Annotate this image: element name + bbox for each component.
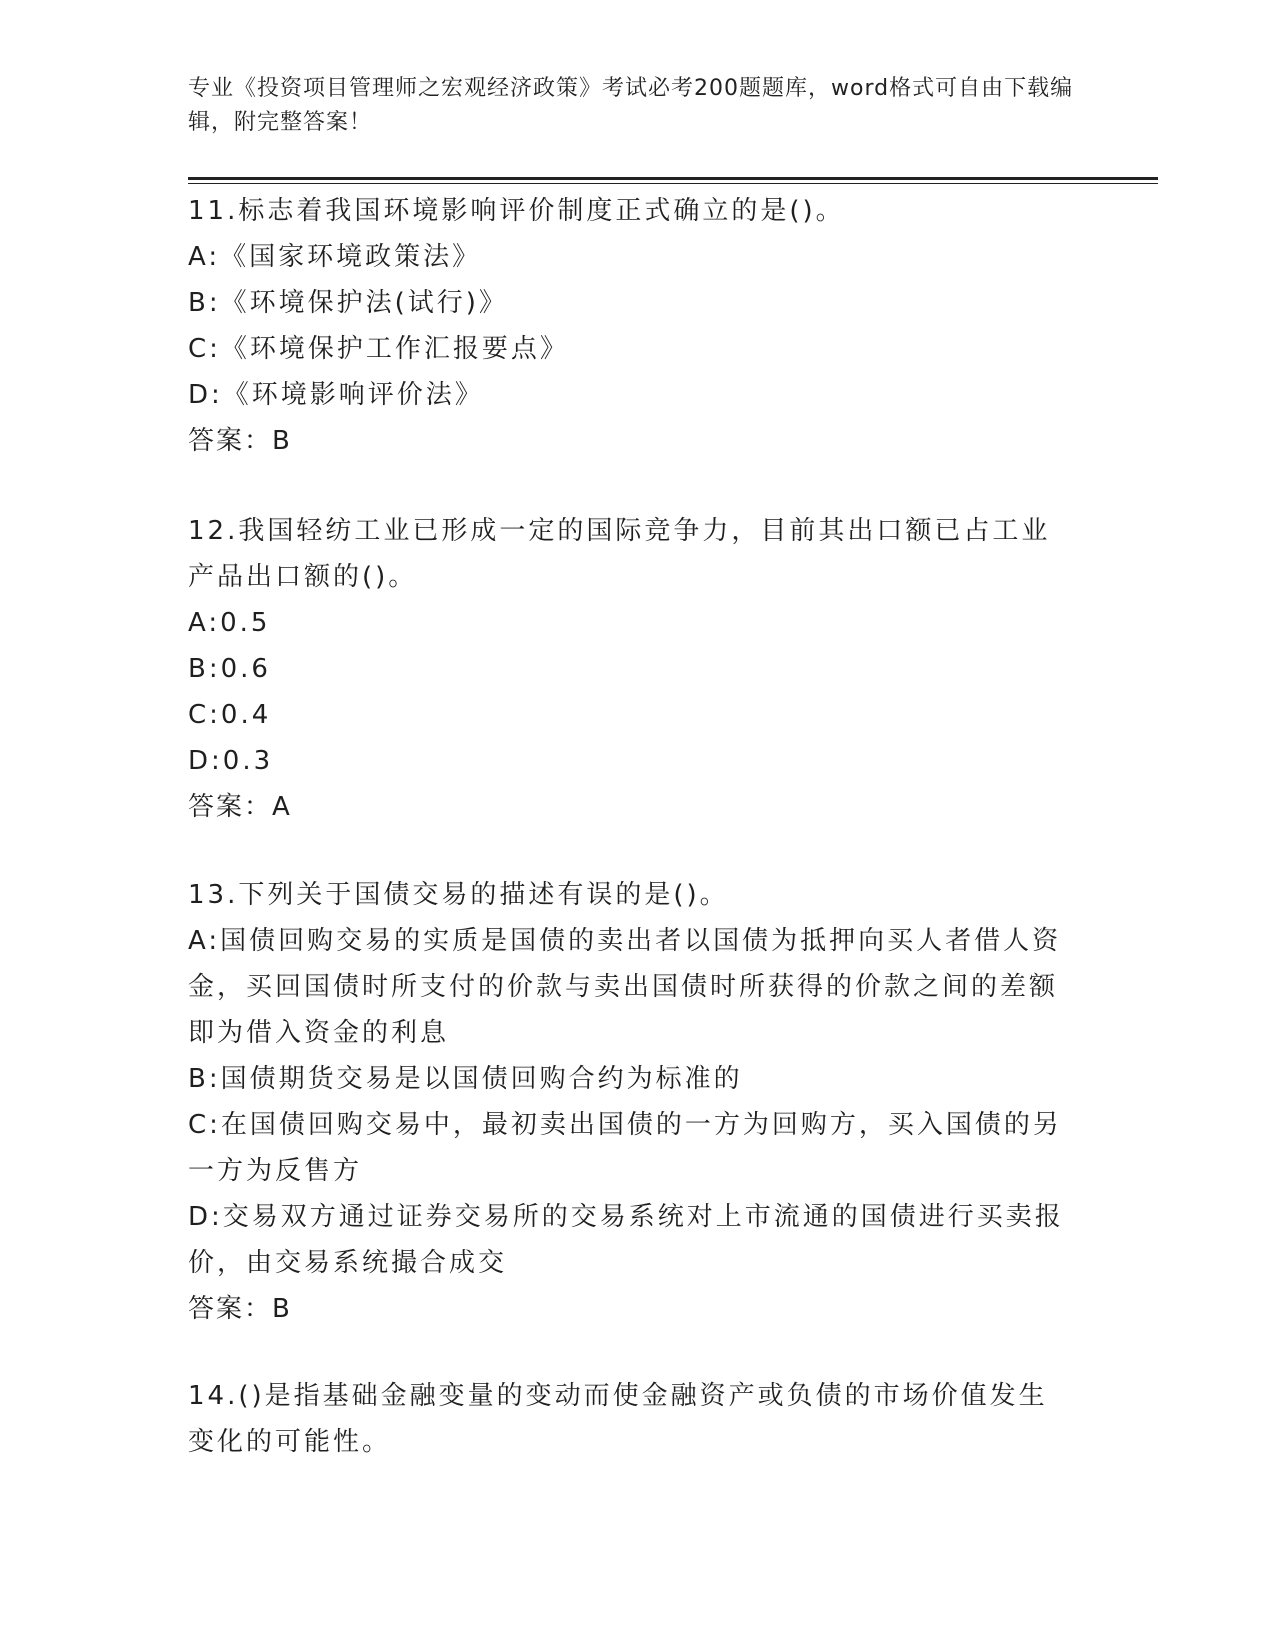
answer-label: 答案：B xyxy=(188,1294,292,1324)
option-b: B:国债期货交易是以国债回购合约为标准的 xyxy=(188,1064,743,1094)
answer-label: 答案：B xyxy=(188,426,292,456)
answer-label: 答案：A xyxy=(188,792,292,822)
option-c: C:0.4 xyxy=(188,700,272,730)
option-d: D:0.3 xyxy=(188,746,274,776)
question-14 xyxy=(188,1373,1068,1465)
document-header: 专业《投资项目管理师之宏观经济政策》考试必考200题题库，word格式可自由下载编辑，附完整答案！ xyxy=(188,76,1074,135)
question-stem: 11.标志着我国环境影响评价制度正式确立的是()。 xyxy=(188,196,845,226)
option-b: B:《环境保护法(试行)》 xyxy=(188,288,508,318)
option-a: A:国债回购交易的实质是国债的卖出者以国债为抵押向买人者借人资金，买回国债时所支付的价款与卖出国债时所获得的价款之间的差额即为借入资金的利息 xyxy=(188,926,1062,1048)
question-stem: 14.()是指基础金融变量的变动而使金融资产或负债的市场价值发生变化的可能性。 xyxy=(188,1381,1048,1457)
question-12 xyxy=(188,508,1068,830)
question-11 xyxy=(188,188,1068,464)
option-d: D:交易双方通过证券交易所的交易系统对上市流通的国债进行买卖报价，由交易系统撮合成交 xyxy=(188,1202,1064,1278)
option-d: D:《环境影响评价法》 xyxy=(188,380,484,410)
header-divider-thin xyxy=(188,183,1158,184)
question-stem: 12.我国轻纺工业已形成一定的国际竞争力，目前其出口额已占工业产品出口额的()。 xyxy=(188,516,1051,592)
option-a: A:《国家环境政策法》 xyxy=(188,242,482,272)
option-c: C:《环境保护工作汇报要点》 xyxy=(188,334,569,364)
header-divider-thick xyxy=(188,177,1158,180)
option-b: B:0.6 xyxy=(188,654,271,684)
option-a: A:0.5 xyxy=(188,608,271,638)
question-stem: 13.下列关于国债交易的描述有误的是()。 xyxy=(188,880,729,910)
question-13 xyxy=(188,872,1068,1332)
option-c: C:在国债回购交易中，最初卖出国债的一方为回购方，买入国债的另一方为反售方 xyxy=(188,1110,1062,1186)
